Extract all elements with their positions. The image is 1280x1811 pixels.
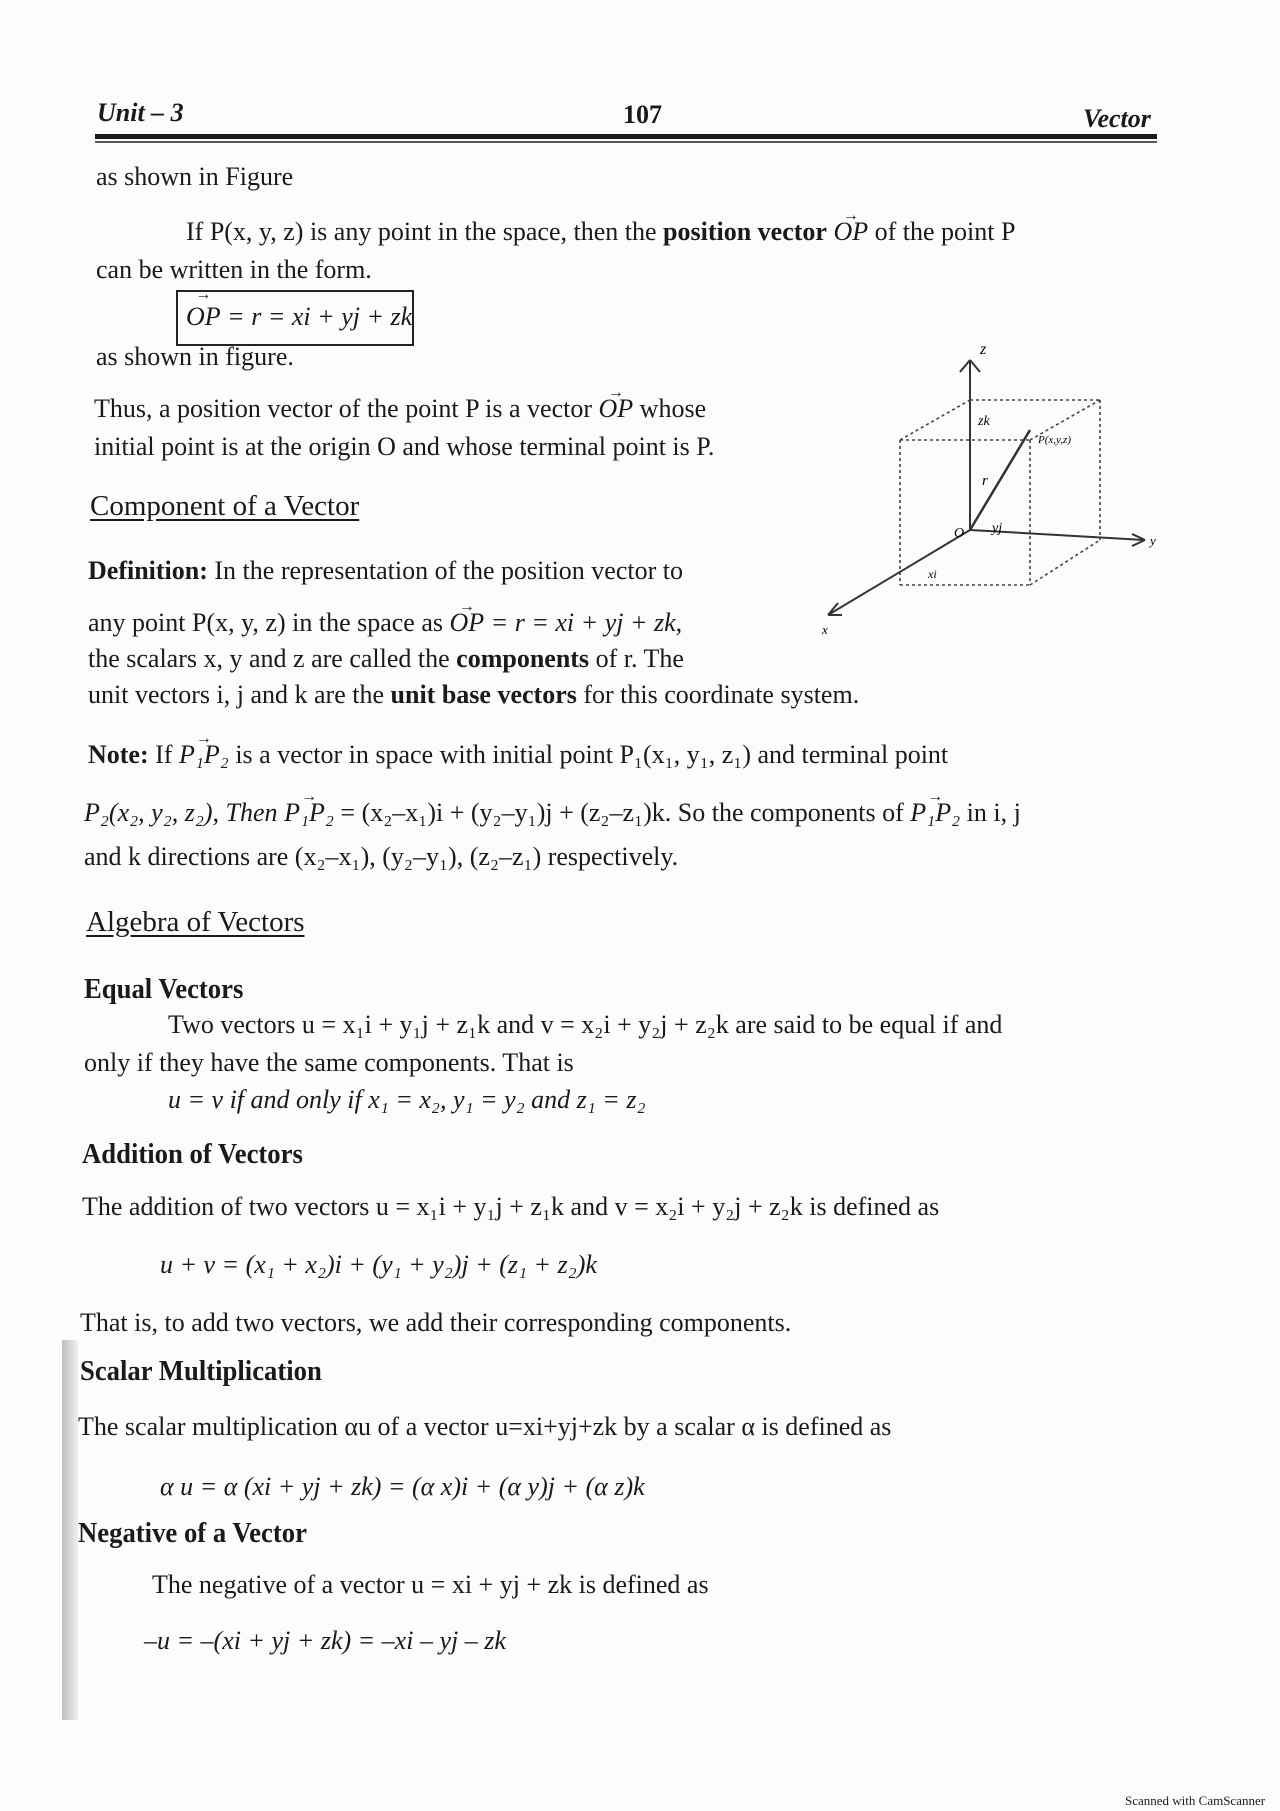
- scan-margin-shadow: [62, 1340, 78, 1720]
- note-line-1: Note: If → P₁P₂ is a vector in space with initial point P₁(x₁, y₁, z₁) and terminal point: [88, 738, 948, 772]
- label-P: P(x,y,z): [1038, 434, 1071, 446]
- subheading-scalar: Scalar Multiplication: [80, 1355, 322, 1387]
- label-z: z: [980, 341, 987, 358]
- scalar-equation: α u = α (xi + yj + zk) = (α x)i + (α y)j + (α z)k: [160, 1472, 645, 1501]
- definition-line-4: unit vectors i, j and k are the unit base vectors for this coordinate system.: [88, 680, 860, 709]
- header-title: Vector: [1083, 104, 1151, 133]
- label-O: O: [954, 526, 965, 541]
- label-y: y: [1150, 533, 1156, 548]
- box-dashed-edges: [900, 400, 1100, 585]
- definition-line-3: the scalars x, y and z are called the components of r. The: [88, 644, 684, 673]
- header-rule-thin: [95, 141, 1157, 143]
- label-zk: zk: [978, 414, 990, 429]
- negative-line-1: The negative of a vector u = xi + yj + zk is defined as: [152, 1570, 709, 1599]
- scalar-line-1: The scalar multiplication αu of a vector u=xi+yj+zk by a scalar α is defined as: [78, 1412, 892, 1441]
- addition-line-1: The addition of two vectors u = x₁i + y₁j + z₁k and v = x₂i + y₂j + z₂k is defined as: [82, 1192, 940, 1221]
- subheading-equal-vectors: Equal Vectors: [84, 973, 244, 1005]
- label-r: r: [982, 473, 988, 489]
- header-rule: [95, 134, 1157, 139]
- intro-line: as shown in Figure: [96, 162, 294, 191]
- label-yj: yj: [992, 521, 1003, 536]
- page-number: 107: [623, 100, 662, 129]
- addition-equation: u + v = (x₁ + x₂)i + (y₁ + y₂)j + (z₁ + z₂)k: [160, 1250, 597, 1279]
- equal-vectors-condition: u = v if and only if x₁ = x₂, y₁ = y₂ and z₁ = z₂: [168, 1085, 646, 1114]
- section-heading-component: Component of a Vector: [90, 490, 360, 522]
- note-line-3: and k directions are (x₂–x₁), (y₂–y₁), (z₂–z₁) respectively.: [84, 842, 679, 871]
- after-equation: as shown in figure.: [96, 342, 294, 371]
- thus-paragraph: Thus, a position vector of the point P is a vector → OP whose: [94, 392, 706, 426]
- position-vector-paragraph: If P(x, y, z) is any point in the space, then the position vector → OP of the point P: [186, 215, 1015, 249]
- position-vector-figure: [820, 340, 1160, 640]
- label-x: x: [822, 622, 828, 637]
- equal-vectors-line-2: only if they have the same components. That is: [84, 1048, 574, 1077]
- equal-vectors-line-1: Two vectors u = x₁i + y₁j + z₁k and v = x₂i + y₂j + z₂k are said to be equal if and: [168, 1010, 1003, 1039]
- header-unit: Unit – 3: [97, 98, 184, 127]
- subheading-addition: Addition of Vectors: [82, 1138, 303, 1170]
- position-vector-paragraph-cont: can be written in the form.: [96, 255, 372, 284]
- negative-equation: –u = –(xi + yj + zk) = –xi – yj – zk: [144, 1626, 506, 1655]
- label-xi: xi: [928, 567, 937, 581]
- vector-r: [970, 430, 1030, 530]
- section-heading-algebra: Algebra of Vectors: [86, 906, 305, 938]
- x-axis: [828, 530, 970, 615]
- definition-line-1: Definition: In the representation of the position vector to: [88, 556, 683, 585]
- subheading-negative: Negative of a Vector: [78, 1517, 307, 1549]
- note-line-2: P₂(x₂, y₂, z₂), Then → P₁P₂ = (x₂–x₁)i + (y₂–y₁)j + (z₂–z₁)k. So the components of → P₁P₂ in i, j: [84, 796, 1021, 830]
- boxed-equation-text: → OP = r = xi + yj + zk: [186, 302, 412, 332]
- definition-line-2: any point P(x, y, z) in the space as → OP = r = xi + yj + zk,: [88, 606, 682, 640]
- scanner-footer: Scanned with CamScanner: [1125, 1793, 1266, 1808]
- thus-paragraph-cont: initial point is at the origin O and whose terminal point is P.: [94, 432, 715, 461]
- addition-line-2: That is, to add two vectors, we add their corresponding components.: [80, 1308, 792, 1337]
